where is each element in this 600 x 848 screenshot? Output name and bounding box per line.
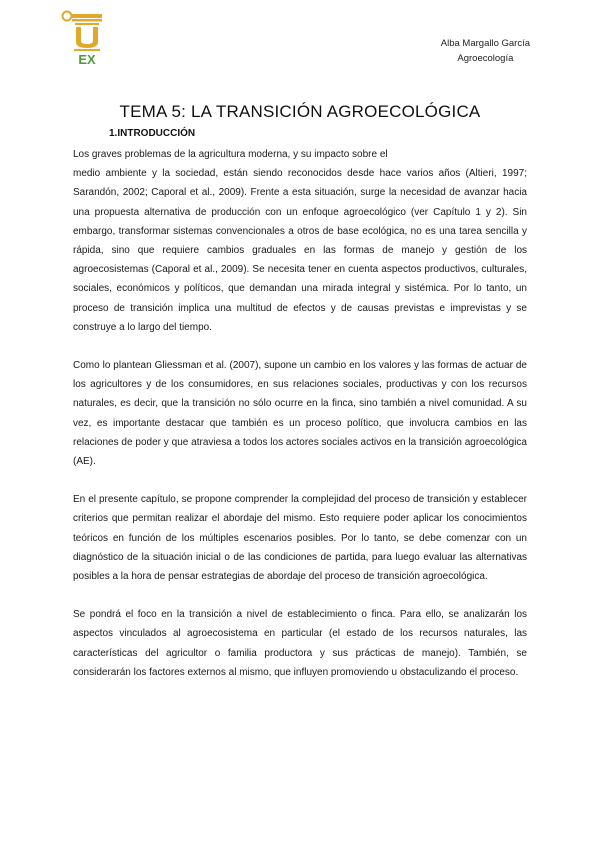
header-info	[441, 36, 530, 66]
university-logo	[60, 10, 104, 66]
paragraph-3: En el presente capítulo, se propone comprender la complejidad del proceso de transición y establecer criterios que permitan realizar el abordaje del mismo. Esto requiere poder aplicar los conocimientos teóricos en función de los múltiples escenarios posibles. Por lo tanto, se debe comenzar con un diagnóstico de la situación inicial o de las condiciones de partida, para luego evaluar las alternativas posibles a la hora de pensar estrategias de abordaje del proceso de transición agroecológica.	[73, 494, 527, 583]
logo-text: EX	[78, 52, 96, 66]
document-body	[73, 145, 527, 701]
paragraph-1	[73, 145, 527, 337]
paragraph-1-first-line: Los graves problemas de la agricultura moderna, y su impacto sobre el	[73, 149, 388, 160]
paragraph-4: Se pondrá el foco en la transición a nivel de establecimiento o finca. Para ello, se analizarán los aspectos vinculados al agroecosistema en particular (el estado de los recursos naturales, las características del agricultor o familia productora y sus prácticas de manejo). También, se considerarán los factores externos al mismo, que influyen promoviendo u obstaculizando el proceso.	[73, 609, 527, 678]
logo-emblem-icon	[63, 12, 103, 52]
section-heading: 1.INTRODUCCIÓN	[109, 128, 196, 139]
subject-name: Agroecología	[457, 53, 514, 64]
paragraph-1-text: medio ambiente y la sociedad, están siendo reconocidos desde hace varios años (Altieri, 1997; Sarandón, 2002; Caporal et al., 2009). Frente a esta situación, surge la necesidad de avanzar hacia una propuesta alternativa de producción con un enfoque agroecológico (ver Capítulo 1 y 2). Sin embargo, transformar sistemas convencionales a otros de base ecológica, no es una tarea sencilla y rápida, sino que requiere cambios graduales en las formas de manejo y gestión de los agroecosistemas (Caporal et al., 2009). Se necesita tener en cuenta aspectos productivos, culturales, sociales, económicos y políticos, que demandan una mirada integral y sistémica. Por lo tanto, un proceso de transición implica una multitud de efectos y de causas previstas e imprevistas y se construye a lo largo del tiempo.	[73, 168, 527, 333]
author-name: Alba Margallo García	[440, 38, 530, 49]
page-title: TEMA 5: LA TRANSICIÓN AGROECOLÓGICA	[119, 102, 481, 121]
paragraph-2: Como lo plantean Gliessman et al. (2007), supone un cambio en los valores y las formas de actuar de los agricultores y de los consumidores, en sus relaciones sociales, productivas y con los recursos naturales, es decir, que la transición no sólo ocurre en la finca, sino también a nivel comunidad. A su vez, es importante destacar que también es un proceso político, que involucra cambios en las relaciones de poder y que atraviesa a todos los actores sociales activos en la transición agroecológica (AE).	[73, 360, 527, 468]
